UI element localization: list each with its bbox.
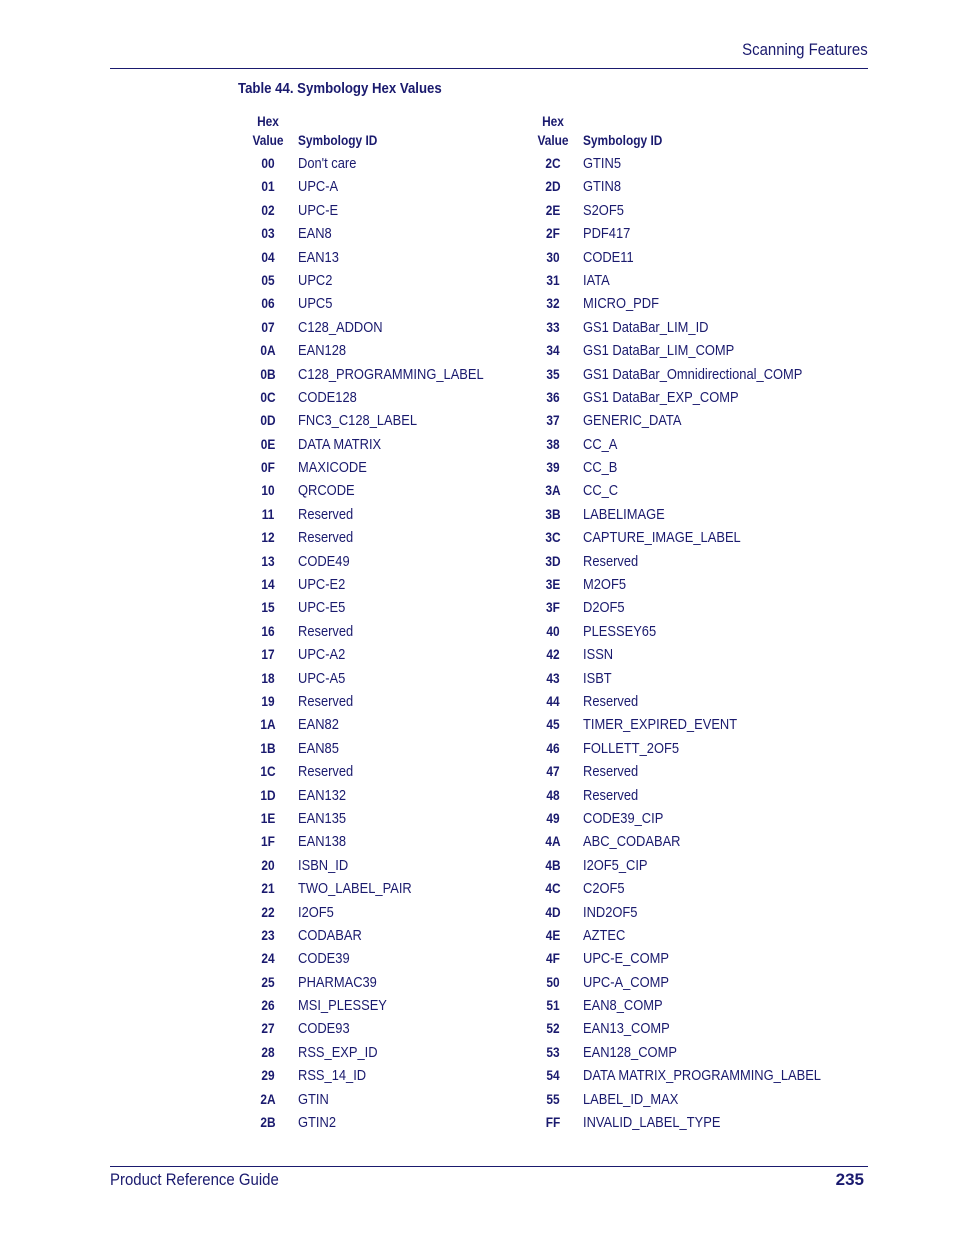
symbology-id-cell: UPC-E5 [298,599,346,617]
hex-value-cell: 50 [546,973,560,990]
symbology-id-cell: CODE11 [583,248,634,266]
hex-value-cell: 0B [260,365,276,382]
symbology-id-cell: GS1 DataBar_Omnidirectional_COMP [583,365,803,383]
hex-value-cell: 2C [545,155,561,171]
hex-value-cell: 04 [261,248,275,265]
hex-value-cell: 1A [260,716,276,733]
symbology-id-cell: EAN13_COMP [583,1020,670,1038]
hex-value-cell: 11 [261,505,275,522]
hex-value-cell: FF [545,1114,561,1131]
hex-value-cell: 0E [260,435,276,452]
symbology-id-cell: DATA MATRIX_PROGRAMMING_LABEL [583,1067,821,1085]
symbology-id-cell: UPC-E2 [298,576,346,594]
hex-value-cell: 0A [260,342,276,359]
hex-value-cell: 43 [546,669,560,686]
symbology-id-cell: CODE49 [298,552,350,570]
hex-value-cell: 3E [545,576,561,593]
hex-value-cell: 46 [546,739,560,756]
symbology-id-cell: EAN132 [298,786,347,804]
symbology-id-cell: CAPTURE_IMAGE_LABEL [583,529,741,547]
symbology-id-cell: UPC-A5 [298,669,346,687]
symbology-id-cell: EAN138 [298,833,347,851]
symbology-id-cell: Reserved [298,692,354,710]
symbology-id-cell: Reserved [583,552,639,570]
hex-value-cell: 45 [546,716,560,733]
symbology-id-cell: TIMER_EXPIRED_EVENT [583,716,738,734]
symbology-id-cell: GS1 DataBar_LIM_COMP [583,342,735,360]
hex-value-cell: 4E [545,926,561,943]
hex-value-cell: 36 [546,388,560,405]
symbology-id-cell: FOLLETT_2OF5 [583,739,680,757]
hex-value-cell: 32 [546,295,560,312]
hex-value-cell: 3D [545,552,561,569]
symbology-id-cell: UPC-A [298,178,339,196]
hex-value-header: Hex Value [252,113,284,148]
symbology-id-cell: UPC5 [298,295,333,313]
hex-value-cell: 17 [261,646,275,663]
hex-value-cell: 2A [260,1090,276,1107]
hex-value-cell: 52 [546,1020,560,1037]
symbology-id-cell: M2OF5 [583,576,627,594]
symbology-id-cell: GTIN2 [298,1114,337,1132]
hex-value-cell: 1B [260,739,276,756]
symbology-id-cell: MSI_PLESSEY [298,997,387,1015]
symbology-id-cell: ISSN [583,646,614,664]
symbology-id-cell: IATA [583,271,610,289]
hex-value-cell: 23 [261,926,275,943]
symbology-id-cell: EAN128 [298,342,347,360]
hex-value-cell: 42 [546,646,560,663]
hex-value-cell: 4A [545,833,561,850]
hex-value-cell: 0C [260,388,276,405]
symbology-id-cell: EAN135 [298,809,347,827]
symbology-id-cell: MICRO_PDF [583,295,659,313]
symbology-id-cell: FNC3_C128_LABEL [298,412,418,430]
running-header: Scanning Features [742,40,868,59]
hex-value-cell: 2F [546,225,560,242]
symbology-id-cell: ISBT [583,669,612,687]
symbology-id-cell: GTIN8 [583,178,622,196]
hex-value-cell: 1D [260,786,276,803]
hex-value-cell: 3F [546,599,560,616]
footer-rule [110,1166,868,1167]
header-rule [110,68,868,69]
symbology-id-cell: EAN8_COMP [583,997,663,1015]
symbology-id-cell: GTIN5 [583,155,622,172]
symbology-id-cell: Reserved [298,622,354,640]
hex-value-header: Hex Value [537,113,569,148]
hex-value-cell: 35 [546,365,560,382]
hex-value-cell: 48 [546,786,560,803]
symbology-id-cell: GTIN [298,1090,329,1108]
hex-value-cell: 02 [261,201,275,218]
hex-value-cell: 24 [261,950,275,967]
hex-value-cell: 53 [546,1043,560,1060]
hex-value-cell: 06 [261,295,275,312]
symbology-id-cell: C128_PROGRAMMING_LABEL [298,365,484,383]
symbology-id-cell: EAN82 [298,716,339,734]
symbology-id-cell: C128_ADDON [298,318,383,336]
hex-value-cell: 01 [261,178,275,195]
symbology-id-cell: I2OF5 [298,903,334,921]
symbology-id-cell: Reserved [298,529,354,547]
hex-value-cell: 3A [545,482,561,499]
hex-value-cell: 49 [546,809,560,826]
hex-value-cell: 03 [261,225,275,242]
hex-value-cell: 47 [546,763,560,780]
symbology-id-header: Symbology ID [583,132,663,148]
symbology-id-cell: LABEL_ID_MAX [583,1090,679,1108]
hex-value-cell: 51 [546,997,560,1014]
symbology-id-cell: MAXICODE [298,459,367,477]
symbology-id-cell: Reserved [298,505,354,523]
hex-value-cell: 54 [546,1067,560,1084]
symbology-id-cell: GENERIC_DATA [583,412,682,430]
symbology-id-cell: EAN13 [298,248,339,266]
page-number: 235 [835,1170,864,1189]
symbology-id-cell: CC_A [583,435,618,453]
hex-value-cell: 4B [545,856,561,873]
hex-value-cell: 19 [261,692,275,709]
hex-value-cell: 3B [545,505,561,522]
hex-value-cell: 1F [261,833,275,850]
hex-value-cell: 4D [545,903,561,920]
symbology-id-cell: CODE39_CIP [583,809,664,827]
hex-value-cell: 12 [261,529,275,546]
symbology-id-cell: CODE93 [298,1020,350,1038]
symbology-id-cell: Reserved [298,763,354,781]
hex-value-cell: 10 [261,482,275,499]
hex-value-cell: 30 [546,248,560,265]
hex-value-cell: 40 [546,622,560,639]
symbology-id-cell: D2OF5 [583,599,625,617]
symbology-id-cell: PDF417 [583,225,631,243]
symbology-id-header: Symbology ID [298,132,378,148]
hex-value-cell: 27 [261,1020,275,1037]
hex-value-cell: 22 [261,903,275,920]
table-caption: Table 44. Symbology Hex Values [238,80,442,97]
symbology-id-cell: PHARMAC39 [298,973,377,991]
symbology-id-cell: CC_B [583,459,618,477]
symbology-id-cell: QRCODE [298,482,355,500]
symbology-id-cell: ABC_CODABAR [583,833,681,851]
symbology-id-cell: Reserved [583,763,639,781]
hex-value-cell: 34 [546,342,560,359]
hex-value-cell: 13 [261,552,275,569]
hex-value-cell: 4F [546,950,560,967]
symbology-id-cell: EAN8 [298,225,332,243]
hex-value-cell: 39 [546,459,560,476]
hex-value-cell: 3C [545,529,561,546]
symbology-id-cell: ISBN_ID [298,856,349,874]
symbology-id-cell: GS1 DataBar_LIM_ID [583,318,709,336]
symbology-id-cell: Don't care [298,155,357,172]
symbology-id-cell: AZTEC [583,926,626,944]
hex-value-cell: 07 [261,318,275,335]
symbology-id-cell: Reserved [583,786,639,804]
symbology-id-cell: GS1 DataBar_EXP_COMP [583,388,739,406]
hex-value-cell: 15 [261,599,275,616]
hex-value-cell: 38 [546,435,560,452]
symbology-id-cell: LABELIMAGE [583,505,665,523]
hex-value-cell: 2E [545,201,561,218]
symbology-id-cell: TWO_LABEL_PAIR [298,880,412,898]
hex-value-cell: 1C [260,763,276,780]
hex-value-cell: 20 [261,856,275,873]
symbology-id-cell: RSS_EXP_ID [298,1043,378,1061]
symbology-id-cell: I2OF5_CIP [583,856,648,874]
hex-value-cell: 33 [546,318,560,335]
symbology-id-cell: S2OF5 [583,201,624,219]
symbology-id-cell: C2OF5 [583,880,625,898]
hex-value-cell: 16 [261,622,275,639]
symbology-id-cell: EAN128_COMP [583,1043,677,1061]
hex-value-cell: 26 [261,997,275,1014]
hex-value-cell: 55 [546,1090,560,1107]
symbology-id-cell: UPC-A_COMP [583,973,670,991]
hex-value-cell: 00 [261,155,275,171]
hex-value-cell: 4C [545,880,561,897]
symbology-id-cell: EAN85 [298,739,339,757]
symbology-id-cell: Reserved [583,692,639,710]
symbology-id-cell: CODE128 [298,388,357,406]
symbology-id-cell: IND2OF5 [583,903,638,921]
hex-value-cell: 18 [261,669,275,686]
symbology-id-cell: CC_C [583,482,619,500]
symbology-id-cell: RSS_14_ID [298,1067,367,1085]
hex-value-cell: 37 [546,412,560,429]
hex-value-cell: 2B [260,1114,276,1131]
hex-value-cell: 0F [261,459,275,476]
footer-title: Product Reference Guide [110,1170,279,1189]
hex-value-cell: 05 [261,271,275,288]
symbology-id-cell: CODABAR [298,926,362,944]
symbology-id-cell: UPC-E_COMP [583,950,670,968]
hex-value-cell: 14 [261,576,275,593]
symbology-id-cell: PLESSEY65 [583,622,657,640]
symbology-id-cell: UPC-E [298,201,339,219]
hex-value-cell: 21 [261,880,275,897]
symbology-id-cell: DATA MATRIX [298,435,382,453]
hex-value-cell: 44 [546,692,560,709]
hex-value-cell: 28 [261,1043,275,1060]
hex-value-cell: 1E [260,809,276,826]
symbology-id-cell: UPC-A2 [298,646,346,664]
hex-value-cell: 25 [261,973,275,990]
hex-value-cell: 31 [546,271,560,288]
hex-value-cell: 2D [545,178,561,195]
hex-value-cell: 0D [260,412,276,429]
symbology-id-cell: UPC2 [298,271,333,289]
symbology-id-cell: CODE39 [298,950,350,968]
hex-value-cell: 29 [261,1067,275,1084]
symbology-id-cell: INVALID_LABEL_TYPE [583,1114,721,1132]
